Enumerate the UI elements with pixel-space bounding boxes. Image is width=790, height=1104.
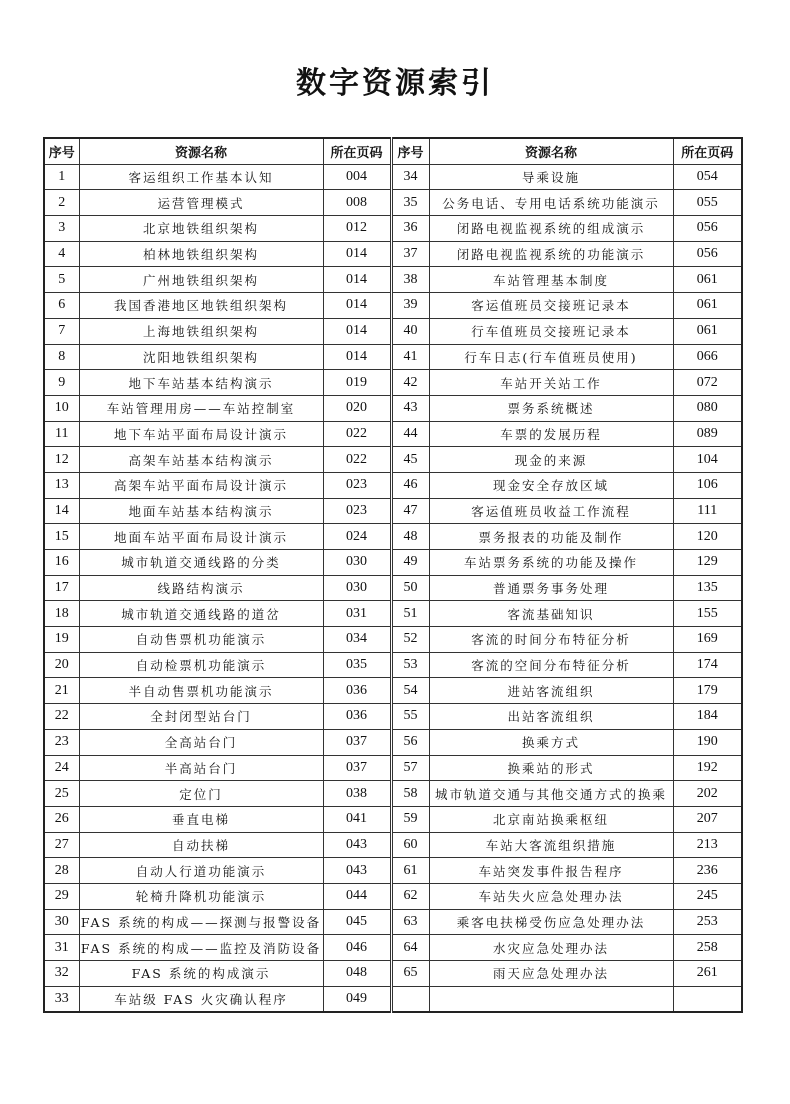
- page-number: 061: [673, 267, 742, 293]
- row-index: 9: [44, 370, 79, 396]
- table-row: [44, 575, 742, 601]
- resource-name: 换乘方式: [429, 729, 673, 755]
- resource-name: 现金的来源: [429, 447, 673, 473]
- table-row: [44, 909, 742, 935]
- row-index: 18: [44, 601, 79, 627]
- resource-name: 车站失火应急处理办法: [429, 883, 673, 909]
- row-index: 17: [44, 575, 79, 601]
- page-number: 055: [673, 190, 742, 216]
- header-row: [44, 138, 742, 164]
- table-row: [44, 652, 742, 678]
- page-number: 030: [323, 575, 391, 601]
- table-row: [44, 806, 742, 832]
- resource-name: 高架车站基本结构演示: [79, 447, 323, 473]
- row-index: 21: [44, 678, 79, 704]
- header-index: 序号: [391, 138, 429, 164]
- page-number: 019: [323, 370, 391, 396]
- table-row: [44, 190, 742, 216]
- row-index: 28: [44, 858, 79, 884]
- row-index: 52: [391, 627, 429, 653]
- page-number: 014: [323, 344, 391, 370]
- row-index: 59: [391, 806, 429, 832]
- row-index: 58: [391, 781, 429, 807]
- resource-index-table: [43, 137, 743, 1013]
- page-number: 024: [323, 524, 391, 550]
- row-index: 27: [44, 832, 79, 858]
- row-index: 8: [44, 344, 79, 370]
- table-row: [44, 627, 742, 653]
- resource-name: 现金安全存放区域: [429, 472, 673, 498]
- resource-name: 地下车站平面布局设计演示: [79, 421, 323, 447]
- row-index: 6: [44, 293, 79, 319]
- resource-name: 行车日志(行车值班员使用): [429, 344, 673, 370]
- resource-name: 上海地铁组织架构: [79, 318, 323, 344]
- page-number: 035: [323, 652, 391, 678]
- table-row: [44, 986, 742, 1012]
- page-number: 014: [323, 267, 391, 293]
- page-number: 072: [673, 370, 742, 396]
- page-number: 089: [673, 421, 742, 447]
- page-number: 061: [673, 318, 742, 344]
- resource-name: 半自动售票机功能演示: [79, 678, 323, 704]
- row-index: 10: [44, 395, 79, 421]
- row-index: 42: [391, 370, 429, 396]
- page-number: 253: [673, 909, 742, 935]
- resource-name: 北京南站换乘枢纽: [429, 806, 673, 832]
- page-number: 045: [323, 909, 391, 935]
- page-number: 190: [673, 729, 742, 755]
- resource-name: 自动扶梯: [79, 832, 323, 858]
- page-number: 031: [323, 601, 391, 627]
- resource-name: 地面车站基本结构演示: [79, 498, 323, 524]
- page-number: 056: [673, 216, 742, 242]
- row-index: 35: [391, 190, 429, 216]
- row-index: 3: [44, 216, 79, 242]
- resource-name: 自动人行道功能演示: [79, 858, 323, 884]
- table-row: [44, 832, 742, 858]
- page-number: 037: [323, 755, 391, 781]
- resource-name: FAS 系统的构成——探测与报警设备: [79, 909, 323, 935]
- page-number: 037: [323, 729, 391, 755]
- row-index: 26: [44, 806, 79, 832]
- row-index: 63: [391, 909, 429, 935]
- page-number: 213: [673, 832, 742, 858]
- page-number: 046: [323, 935, 391, 961]
- page-number: 004: [323, 164, 391, 190]
- resource-name: 沈阳地铁组织架构: [79, 344, 323, 370]
- row-index: 36: [391, 216, 429, 242]
- resource-name: 车站开关站工作: [429, 370, 673, 396]
- table-row: [44, 370, 742, 396]
- resource-name: 闭路电视监视系统的功能演示: [429, 241, 673, 267]
- table-row: [44, 729, 742, 755]
- header-index: 序号: [44, 138, 79, 164]
- table-row: [44, 601, 742, 627]
- page-number: 048: [323, 961, 391, 987]
- table-row: [44, 550, 742, 576]
- row-index: 38: [391, 267, 429, 293]
- table-row: [44, 447, 742, 473]
- resource-name: 客运组织工作基本认知: [79, 164, 323, 190]
- page-number: 043: [323, 858, 391, 884]
- page-number: 202: [673, 781, 742, 807]
- page-number: 111: [673, 498, 742, 524]
- resource-name: 高架车站平面布局设计演示: [79, 472, 323, 498]
- page-number: 174: [673, 652, 742, 678]
- resource-name: 北京地铁组织架构: [79, 216, 323, 242]
- row-index: 30: [44, 909, 79, 935]
- row-index: 45: [391, 447, 429, 473]
- resource-name: 车站突发事件报告程序: [429, 858, 673, 884]
- page-number: 014: [323, 318, 391, 344]
- row-index: 24: [44, 755, 79, 781]
- resource-name: 车票的发展历程: [429, 421, 673, 447]
- page-number: 179: [673, 678, 742, 704]
- page-number: 080: [673, 395, 742, 421]
- row-index: 64: [391, 935, 429, 961]
- row-index: 32: [44, 961, 79, 987]
- resource-name: 客流基础知识: [429, 601, 673, 627]
- resource-name: 乘客电扶梯受伤应急处理办法: [429, 909, 673, 935]
- header-name: 资源名称: [79, 138, 323, 164]
- row-index: 65: [391, 961, 429, 987]
- table-row: [44, 344, 742, 370]
- row-index: 23: [44, 729, 79, 755]
- resource-name: FAS 系统的构成——监控及消防设备: [79, 935, 323, 961]
- page-number: 258: [673, 935, 742, 961]
- page-number: 061: [673, 293, 742, 319]
- resource-name: 票务报表的功能及制作: [429, 524, 673, 550]
- page-number: 022: [323, 421, 391, 447]
- page-number: 245: [673, 883, 742, 909]
- table-row: [44, 241, 742, 267]
- row-index: 31: [44, 935, 79, 961]
- resource-name: 自动售票机功能演示: [79, 627, 323, 653]
- resource-name: 城市轨道交通与其他交通方式的换乘: [429, 781, 673, 807]
- table-row: [44, 755, 742, 781]
- table-row: [44, 318, 742, 344]
- resource-name: 客运值班员交接班记录本: [429, 293, 673, 319]
- page-number: 014: [323, 241, 391, 267]
- row-index: 48: [391, 524, 429, 550]
- header-name: 资源名称: [429, 138, 673, 164]
- resource-name: 行车值班员交接班记录本: [429, 318, 673, 344]
- row-index: 49: [391, 550, 429, 576]
- table-row: [44, 395, 742, 421]
- resource-name: 轮椅升降机功能演示: [79, 883, 323, 909]
- page-number: 066: [673, 344, 742, 370]
- row-index: 2: [44, 190, 79, 216]
- table-row: [44, 472, 742, 498]
- row-index: 16: [44, 550, 79, 576]
- page-number: 022: [323, 447, 391, 473]
- page-number: [673, 986, 742, 1012]
- resource-name: 换乘站的形式: [429, 755, 673, 781]
- resource-name: 普通票务事务处理: [429, 575, 673, 601]
- row-index: [391, 986, 429, 1012]
- table-row: [44, 858, 742, 884]
- page-number: 184: [673, 704, 742, 730]
- row-index: 34: [391, 164, 429, 190]
- page-number: 043: [323, 832, 391, 858]
- resource-name: 城市轨道交通线路的分类: [79, 550, 323, 576]
- page-number: 129: [673, 550, 742, 576]
- resource-name: 车站管理基本制度: [429, 267, 673, 293]
- page-number: 030: [323, 550, 391, 576]
- row-index: 29: [44, 883, 79, 909]
- row-index: 50: [391, 575, 429, 601]
- resource-name: 客流的空间分布特征分析: [429, 652, 673, 678]
- resource-name: 导乘设施: [429, 164, 673, 190]
- table-row: [44, 678, 742, 704]
- row-index: 13: [44, 472, 79, 498]
- table-row: [44, 883, 742, 909]
- row-index: 55: [391, 704, 429, 730]
- page-number: 034: [323, 627, 391, 653]
- row-index: 44: [391, 421, 429, 447]
- row-index: 47: [391, 498, 429, 524]
- row-index: 22: [44, 704, 79, 730]
- header-page: 所在页码: [673, 138, 742, 164]
- row-index: 53: [391, 652, 429, 678]
- header-page: 所在页码: [323, 138, 391, 164]
- resource-name: 广州地铁组织架构: [79, 267, 323, 293]
- table-row: [44, 421, 742, 447]
- resource-name: 出站客流组织: [429, 704, 673, 730]
- page-number: 104: [673, 447, 742, 473]
- row-index: 46: [391, 472, 429, 498]
- table-row: [44, 781, 742, 807]
- row-index: 12: [44, 447, 79, 473]
- page-number: 014: [323, 293, 391, 319]
- page-number: 023: [323, 498, 391, 524]
- page-number: 036: [323, 678, 391, 704]
- resource-name: 车站大客流组织措施: [429, 832, 673, 858]
- row-index: 15: [44, 524, 79, 550]
- table-row: [44, 293, 742, 319]
- page-number: 038: [323, 781, 391, 807]
- row-index: 62: [391, 883, 429, 909]
- page-number: 135: [673, 575, 742, 601]
- row-index: 40: [391, 318, 429, 344]
- row-index: 7: [44, 318, 79, 344]
- row-index: 51: [391, 601, 429, 627]
- page-number: 056: [673, 241, 742, 267]
- table-row: [44, 961, 742, 987]
- page-number: 207: [673, 806, 742, 832]
- row-index: 14: [44, 498, 79, 524]
- resource-name: [429, 986, 673, 1012]
- page-title: 数字资源索引: [296, 66, 494, 101]
- resource-name: 车站管理用房——车站控制室: [79, 395, 323, 421]
- page-number: 020: [323, 395, 391, 421]
- page-number: 049: [323, 986, 391, 1012]
- resource-name: 柏林地铁组织架构: [79, 241, 323, 267]
- page-number: 192: [673, 755, 742, 781]
- page-number: 120: [673, 524, 742, 550]
- resource-name: 地面车站平面布局设计演示: [79, 524, 323, 550]
- row-index: 1: [44, 164, 79, 190]
- table-row: [44, 216, 742, 242]
- row-index: 5: [44, 267, 79, 293]
- page-number: 106: [673, 472, 742, 498]
- resource-name: 车站级 FAS 火灾确认程序: [79, 986, 323, 1012]
- table-row: [44, 704, 742, 730]
- row-index: 33: [44, 986, 79, 1012]
- row-index: 54: [391, 678, 429, 704]
- row-index: 57: [391, 755, 429, 781]
- table-row: [44, 498, 742, 524]
- resource-name: 公务电话、专用电话系统功能演示: [429, 190, 673, 216]
- page-number: 041: [323, 806, 391, 832]
- page-number: 008: [323, 190, 391, 216]
- page-number: 023: [323, 472, 391, 498]
- resource-name: 全高站台门: [79, 729, 323, 755]
- page-number: 155: [673, 601, 742, 627]
- resource-name: 客流的时间分布特征分析: [429, 627, 673, 653]
- page-number: 236: [673, 858, 742, 884]
- resource-name: 雨天应急处理办法: [429, 961, 673, 987]
- page-number: 044: [323, 883, 391, 909]
- resource-name: 地下车站基本结构演示: [79, 370, 323, 396]
- resource-name: 垂直电梯: [79, 806, 323, 832]
- resource-name: 城市轨道交通线路的道岔: [79, 601, 323, 627]
- resource-name: 定位门: [79, 781, 323, 807]
- page-number: 012: [323, 216, 391, 242]
- row-index: 61: [391, 858, 429, 884]
- row-index: 43: [391, 395, 429, 421]
- resource-name: 线路结构演示: [79, 575, 323, 601]
- resource-name: FAS 系统的构成演示: [79, 961, 323, 987]
- resource-name: 水灾应急处理办法: [429, 935, 673, 961]
- page-number: 054: [673, 164, 742, 190]
- row-index: 20: [44, 652, 79, 678]
- resource-name: 自动检票机功能演示: [79, 652, 323, 678]
- page-number: 036: [323, 704, 391, 730]
- row-index: 19: [44, 627, 79, 653]
- page-number: 261: [673, 961, 742, 987]
- row-index: 60: [391, 832, 429, 858]
- row-index: 39: [391, 293, 429, 319]
- table-row: [44, 935, 742, 961]
- resource-name: 进站客流组织: [429, 678, 673, 704]
- table-body: [44, 164, 742, 1012]
- resource-name: 运营管理模式: [79, 190, 323, 216]
- table-row: [44, 164, 742, 190]
- row-index: 25: [44, 781, 79, 807]
- row-index: 11: [44, 421, 79, 447]
- row-index: 37: [391, 241, 429, 267]
- resource-name: 半高站台门: [79, 755, 323, 781]
- table-row: [44, 267, 742, 293]
- resource-name: 车站票务系统的功能及操作: [429, 550, 673, 576]
- row-index: 4: [44, 241, 79, 267]
- resource-name: 全封闭型站台门: [79, 704, 323, 730]
- page-number: 169: [673, 627, 742, 653]
- resource-name: 我国香港地区地铁组织架构: [79, 293, 323, 319]
- row-index: 56: [391, 729, 429, 755]
- resource-name: 客运值班员收益工作流程: [429, 498, 673, 524]
- resource-name: 闭路电视监视系统的组成演示: [429, 216, 673, 242]
- row-index: 41: [391, 344, 429, 370]
- resource-name: 票务系统概述: [429, 395, 673, 421]
- table-row: [44, 524, 742, 550]
